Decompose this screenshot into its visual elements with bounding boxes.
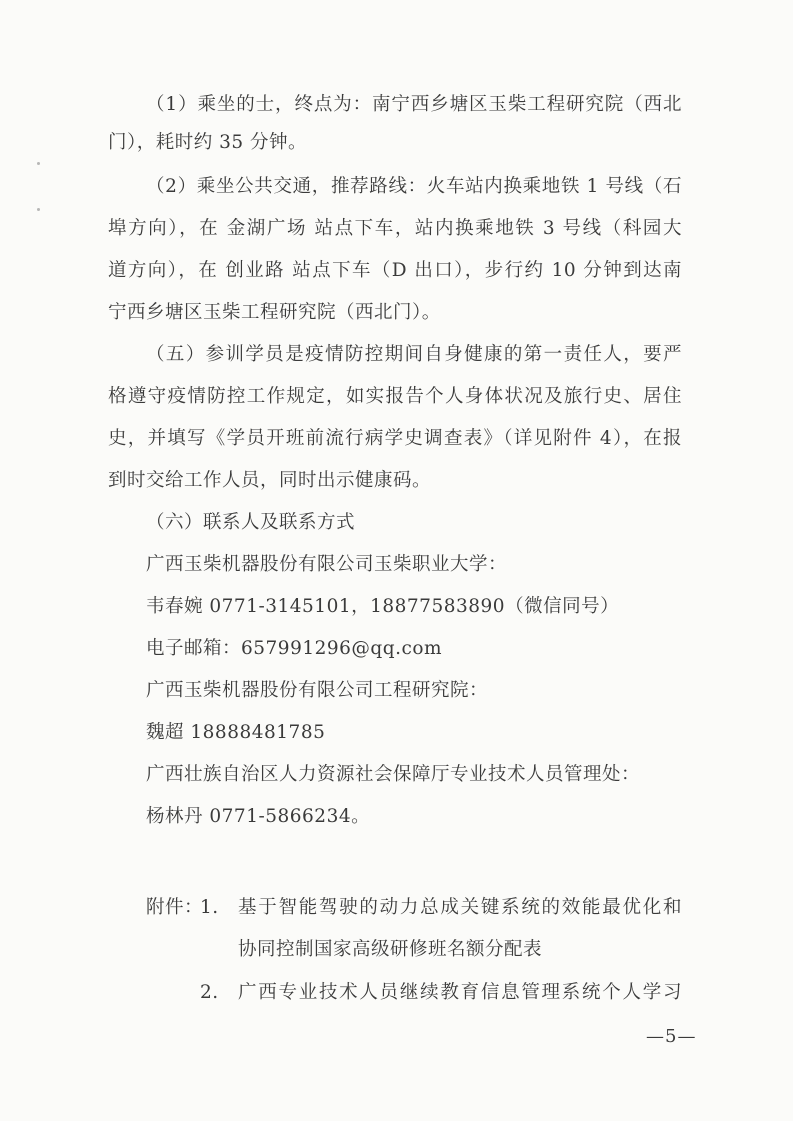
contact-person-3: 杨林丹 0771-5866234。: [146, 806, 371, 827]
contact-person-2: 魏超 18888481785: [146, 722, 326, 743]
page-number: —5—: [646, 1026, 697, 1047]
contact-org-2: 广西玉柴机器股份有限公司工程研究院：: [146, 680, 489, 701]
transit-line-2: 埠方向），在 金湖广场 站点下车，站内换乘地铁 3 号线（科园大: [108, 218, 682, 239]
attachments-label: 附件：: [146, 897, 204, 918]
scan-speck: [37, 208, 40, 211]
scan-speck: [37, 162, 40, 165]
contact-email: 电子邮箱：657991296@qq.com: [146, 638, 443, 659]
taxi-line-1: （1）乘坐的士，终点为：南宁西乡塘区玉柴工程研究院（西北: [146, 94, 682, 115]
attachment-2-number: 2.: [200, 982, 219, 1003]
contact-org-1: 广西玉柴机器股份有限公司玉柴职业大学：: [146, 554, 508, 575]
attachment-1-line-2: 协同控制国家高级研修班名额分配表: [238, 939, 543, 960]
transit-line-3: 道方向），在 创业路 站点下车（D 出口），步行约 10 分钟到达南: [108, 260, 682, 281]
transit-line-1: （2）乘坐公共交通，推荐路线：火车站内换乘地铁 1 号线（石: [146, 176, 682, 197]
attachment-1-line-1: 基于智能驾驶的动力总成关键系统的效能最优化和: [238, 897, 682, 918]
contacts-heading: （六）联系人及联系方式: [146, 512, 356, 533]
health-line-2: 格遵守疫情防控工作规定，如实报告个人身体状况及旅行史、居住: [108, 386, 682, 407]
taxi-line-2: 门），耗时约 35 分钟。: [108, 132, 308, 153]
health-line-3: 史，并填写《学员开班前流行病学史调查表》（详见附件 4），在报: [108, 428, 682, 449]
attachment-2-line-1: 广西专业技术人员继续教育信息管理系统个人学习: [238, 982, 682, 1003]
health-line-4: 到时交给工作人员，同时出示健康码。: [108, 470, 432, 491]
contact-org-3: 广西壮族自治区人力资源社会保障厅专业技术人员管理处：: [146, 764, 641, 785]
transit-line-4: 宁西乡塘区玉柴工程研究院（西北门）。: [108, 302, 441, 323]
health-line-1: （五）参训学员是疫情防控期间自身健康的第一责任人，要严: [146, 344, 682, 365]
contact-person-1: 韦春婉 0771-3145101，18877583890（微信同号）: [146, 596, 620, 617]
attachment-1-number: 1.: [200, 897, 219, 918]
